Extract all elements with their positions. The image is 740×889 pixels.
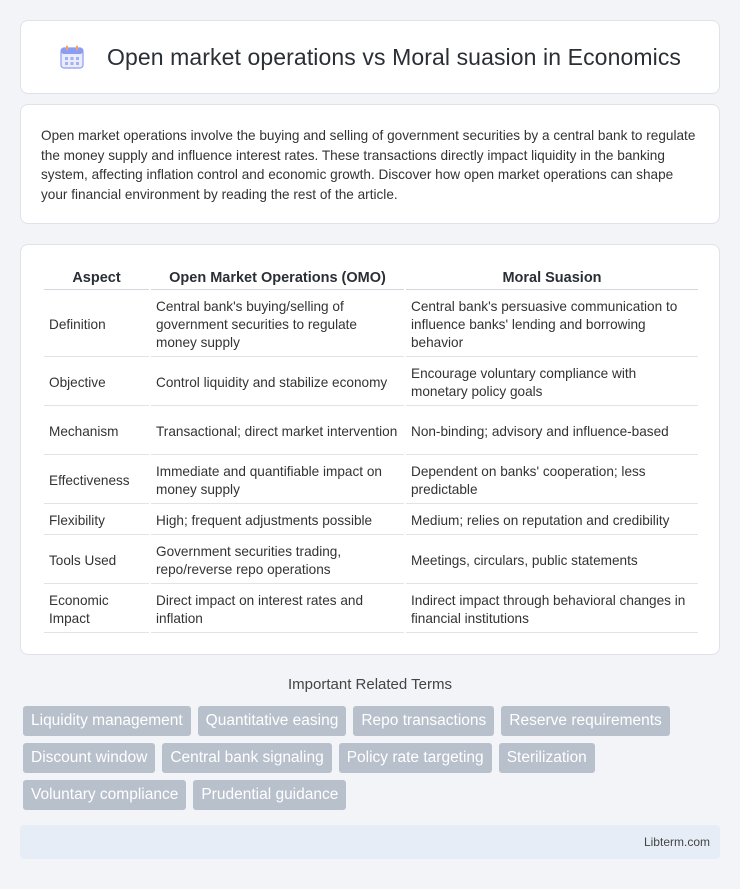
table-header-row [44, 268, 698, 290]
omo-cell: Central bank's buying/selling of government securities to regulate money supply [151, 292, 404, 357]
tag-policy-rate-targeting[interactable]: Policy rate targeting [339, 743, 492, 773]
omo-cell: Transactional; direct market intervention [151, 408, 404, 455]
row-label: Definition [44, 292, 149, 357]
page-title: Open market operations vs Moral suasion in Economics [106, 43, 682, 70]
moral-suasion-cell: Meetings, circulars, public statements [406, 537, 698, 584]
row-label: Tools Used [44, 537, 149, 584]
row-label: Mechanism [44, 408, 149, 455]
table-row [44, 408, 698, 455]
footer [20, 825, 720, 859]
table-row [44, 457, 698, 504]
title-card [20, 20, 720, 94]
intro-card [20, 104, 720, 224]
footer-site-link[interactable]: Libterm.com [643, 835, 710, 849]
table-row [44, 292, 698, 357]
tag-repo-transactions[interactable]: Repo transactions [353, 706, 494, 736]
tag-discount-window[interactable]: Discount window [23, 743, 155, 773]
table-row [44, 537, 698, 584]
omo-cell: High; frequent adjustments possible [151, 506, 404, 535]
column-header-omo: Open Market Operations (OMO) [151, 268, 404, 290]
related-terms-title: Important Related Terms [288, 676, 452, 693]
moral-suasion-cell: Indirect impact through behavioral changes in financial institutions [406, 586, 698, 633]
comparison-table-card [20, 244, 720, 655]
row-label: Effectiveness [44, 457, 149, 504]
tag-liquidity-management[interactable]: Liquidity management [23, 706, 191, 736]
column-header-moral-suasion: Moral Suasion [406, 268, 698, 290]
moral-suasion-cell: Medium; relies on reputation and credibility [406, 506, 698, 535]
row-label: Objective [44, 359, 149, 406]
tag-quantitative-easing[interactable]: Quantitative easing [198, 706, 347, 736]
column-header-aspect: Aspect [44, 268, 149, 290]
tag-sterilization[interactable]: Sterilization [499, 743, 595, 773]
tag-voluntary-compliance[interactable]: Voluntary compliance [23, 780, 186, 810]
intro-text: Open market operations involve the buying and selling of government securities by a central bank to regulate the money supply and influence interest rates. These transactions directly impact liquidity in the banking system, affecting inflation control and economic growth. Discover how open market operations can shape your financial environment by reading the rest of the article. [41, 128, 696, 202]
omo-cell: Control liquidity and stabilize economy [151, 359, 404, 406]
comparison-table [42, 266, 700, 635]
omo-cell: Direct impact on interest rates and inflation [151, 586, 404, 633]
row-label: Economic Impact [44, 586, 149, 633]
table-row [44, 359, 698, 406]
tag-reserve-requirements[interactable]: Reserve requirements [501, 706, 669, 736]
moral-suasion-cell: Central bank's persuasive communication to influence banks' lending and borrowing behavior [406, 292, 698, 357]
tag-prudential-guidance[interactable]: Prudential guidance [193, 780, 346, 810]
moral-suasion-cell: Non-binding; advisory and influence-based [406, 408, 698, 455]
table-row [44, 586, 698, 633]
omo-cell: Government securities trading, repo/reverse repo operations [151, 537, 404, 584]
moral-suasion-cell: Encourage voluntary compliance with monetary policy goals [406, 359, 698, 406]
tag-central-bank-signaling[interactable]: Central bank signaling [162, 743, 331, 773]
moral-suasion-cell: Dependent on banks' cooperation; less predictable [406, 457, 698, 504]
related-terms-tags [23, 706, 723, 817]
row-label: Flexibility [44, 506, 149, 535]
omo-cell: Immediate and quantifiable impact on money supply [151, 457, 404, 504]
table-row [44, 506, 698, 535]
calendar-icon [59, 44, 85, 70]
